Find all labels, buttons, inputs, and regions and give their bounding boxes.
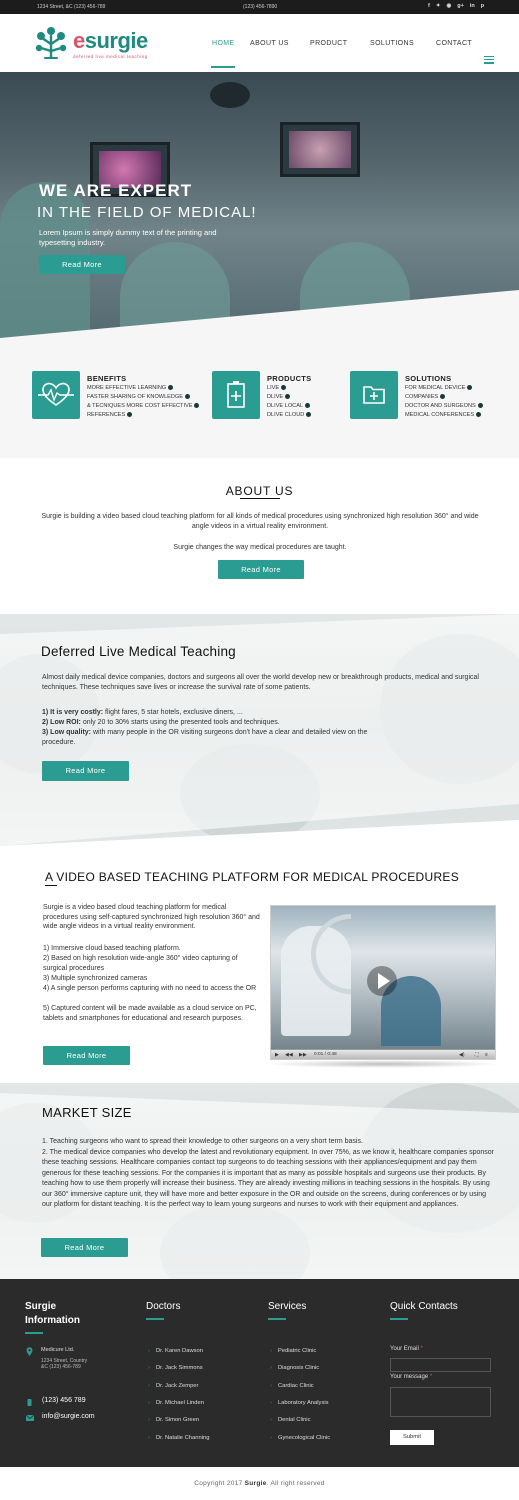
deferred-slant-divider xyxy=(0,806,519,846)
footer-title-underline xyxy=(268,1318,286,1320)
solutions-folder-plus-icon xyxy=(350,371,398,419)
deferred-title: Deferred Live Medical Teaching xyxy=(41,644,236,659)
chevron-right-icon: › xyxy=(270,1365,272,1371)
footer-service-link[interactable]: › Cardiac Clinic xyxy=(270,1383,314,1389)
social-links xyxy=(428,3,484,9)
rewind-icon[interactable]: ◀◀ xyxy=(285,1052,293,1058)
about-title: ABOUT US xyxy=(225,484,294,498)
chevron-right-icon: › xyxy=(270,1383,272,1389)
logo[interactable] xyxy=(33,24,168,64)
feature-item[interactable]: MEDICAL CONFERENCES xyxy=(405,412,481,418)
footer-service-link[interactable]: › Pediatric Clinic xyxy=(270,1348,317,1354)
deferred-point: 1) It is very costly: flight fares, 5 star hotels, exclusive diners, ... xyxy=(42,709,243,716)
fast-forward-icon[interactable]: ▶▶ xyxy=(299,1052,307,1058)
top-bar xyxy=(0,0,519,14)
footer-service-link[interactable]: › Diagnosis Clinic xyxy=(270,1365,320,1371)
video-player-shadow xyxy=(265,1060,501,1068)
footer-address-line: &C (123) 456-789 xyxy=(41,1364,81,1370)
footer-info-title: Surgie Information xyxy=(25,1301,80,1326)
feature-item[interactable]: FASTER SHARING OF KNOWLEDGE xyxy=(87,394,190,400)
footer-service-link[interactable]: › Dental Clinic xyxy=(270,1417,311,1423)
feature-item[interactable]: DLIVE LOCAL xyxy=(267,403,310,409)
mobile-phone-icon xyxy=(26,1399,33,1406)
logo-tagline: deferred live medical teaching xyxy=(73,54,148,59)
footer-doctor-link[interactable]: › Dr. Jack Simmons xyxy=(148,1365,203,1371)
platform-title-underline xyxy=(45,885,57,886)
surgical-lamp-shape xyxy=(210,82,250,108)
footer-doctor-link[interactable]: › Dr. Natalie Channing xyxy=(148,1435,210,1441)
feature-title-products: PRODUCTS xyxy=(267,374,312,383)
topbar-address: 1234 Street, &C (123) 456-789 xyxy=(37,4,106,10)
feature-item[interactable]: COMPANIES xyxy=(405,394,445,400)
feature-item[interactable]: LIVE xyxy=(267,385,286,391)
hero-read-more-button[interactable]: Read More xyxy=(39,255,125,274)
copyright: Copyright 2017 Surgie. All right reserved xyxy=(0,1467,519,1500)
video-time: 0:01 / 0:48 xyxy=(314,1052,337,1057)
footer-email[interactable]: info@surgie.com xyxy=(42,1413,95,1420)
twitter-icon[interactable]: ✦ xyxy=(435,3,441,9)
logo-word: surgie xyxy=(84,28,148,53)
copyright-brand[interactable]: Surgie xyxy=(244,1480,267,1487)
about-paragraph-2: Surgie changes the way medical procedures are taught. xyxy=(173,544,347,551)
chevron-right-icon: › xyxy=(270,1348,272,1354)
market-read-more-button[interactable]: Read More xyxy=(41,1238,128,1257)
chevron-right-icon: › xyxy=(148,1365,150,1371)
logo-tree-icon xyxy=(33,24,69,62)
linkedin-icon[interactable]: in xyxy=(469,3,475,9)
video-controls-bar xyxy=(271,1049,496,1059)
message-field-label: Your message * xyxy=(390,1374,433,1380)
feature-item[interactable]: FOR MEDICAL DEVICE xyxy=(405,385,472,391)
nav-home[interactable]: HOME xyxy=(212,40,235,47)
footer-services-title: Services xyxy=(268,1301,307,1312)
hero-title-2: IN THE FIELD OF MEDICAL! xyxy=(37,204,257,221)
video-player[interactable] xyxy=(270,905,496,1060)
footer-doctor-link[interactable]: › Dr. Jack Zemper xyxy=(148,1383,199,1389)
feature-title-benefits: BENEFITS xyxy=(87,374,127,383)
fullscreen-icon[interactable]: ⛶ xyxy=(475,1052,479,1058)
feature-item[interactable]: DLIVE CLOUD xyxy=(267,412,311,418)
platform-title: A VIDEO BASED TEACHING PLATFORM FOR MEDICAL PROCEDURES xyxy=(45,870,460,884)
chevron-right-icon: › xyxy=(148,1435,150,1441)
email-field-label: Your Email * xyxy=(390,1346,423,1352)
chevron-right-icon: › xyxy=(270,1417,272,1423)
chevron-right-icon: › xyxy=(148,1417,150,1423)
footer-doctor-link[interactable]: › Dr. Michael Linden xyxy=(148,1400,204,1406)
rss-icon[interactable]: ◉ xyxy=(446,3,452,9)
chevron-right-icon: › xyxy=(148,1348,150,1354)
footer-doctors-title: Doctors xyxy=(146,1301,181,1312)
chevron-right-icon: › xyxy=(148,1383,150,1389)
hamburger-menu-icon[interactable] xyxy=(484,56,494,66)
hero-title: WE ARE EXPERT xyxy=(39,181,193,200)
envelope-icon xyxy=(26,1415,34,1421)
platform-point: 5) Captured content will be made available as a cloud service on PC, tablets and smartphones for educational and research purposes. xyxy=(43,1005,257,1022)
platform-intro: Surgie is a video based cloud teaching platform for medical procedures using self-captured synchronized high resolution 360° and wide angle videos in a virtual reality environment. xyxy=(43,904,260,931)
platform-point: 2) Based on high resolution wide-angle 360° video capturing of surgical procedures xyxy=(43,955,238,972)
logo-e: e xyxy=(73,28,85,53)
chevron-right-icon: › xyxy=(270,1435,272,1441)
footer-service-link[interactable]: › Laboratory Analysis xyxy=(270,1400,329,1406)
play-icon[interactable] xyxy=(367,966,397,996)
nav-solutions[interactable]: SOLUTIONS xyxy=(370,40,415,47)
deferred-point: 3) Low quality: with many people in the OR visiting surgeons don't have a clear and detailed view on the procedure. xyxy=(42,729,368,746)
footer-address-line: 1234 Street, Country xyxy=(41,1358,88,1364)
benefits-heartbeat-icon xyxy=(32,371,80,419)
footer-phone[interactable]: (123) 456 789 xyxy=(42,1397,86,1404)
pinterest-icon[interactable]: p xyxy=(480,3,485,9)
location-pin-icon xyxy=(26,1347,33,1356)
footer-contacts-title: Quick Contacts xyxy=(390,1301,458,1312)
about-read-more-button[interactable]: Read More xyxy=(218,560,304,579)
topbar-phone: (123) 456-7890 xyxy=(243,4,278,10)
platform-point: 3) Multiple synchronized cameras xyxy=(43,975,148,982)
footer-company: Medicure Ltd. xyxy=(41,1347,75,1353)
nav-about-us[interactable]: ABOUT US xyxy=(250,40,289,47)
products-battery-plus-icon xyxy=(212,371,260,419)
feature-item[interactable]: DOCTOR AND SURGEONS xyxy=(405,403,483,409)
platform-point: 4) A single person performs capturing with no need to access the OR xyxy=(43,985,257,992)
logo-wordmark xyxy=(73,28,148,54)
volume-icon[interactable]: ◀) xyxy=(459,1052,465,1058)
footer-title-underline xyxy=(146,1318,164,1320)
email-field[interactable] xyxy=(390,1358,491,1372)
feature-title-solutions: SOLUTIONS xyxy=(405,374,452,383)
market-title: MARKET SIZE xyxy=(42,1105,132,1120)
chevron-right-icon: › xyxy=(270,1400,272,1406)
platform-point: 1) Immersive cloud based teaching platform. xyxy=(43,945,181,952)
monitor-shape-right xyxy=(280,122,360,177)
deferred-point: 2) Low ROI: only 20 to 30% starts using the presented tools and techniques. xyxy=(42,719,280,726)
google-plus-icon[interactable]: g+ xyxy=(457,3,464,9)
footer-doctor-link[interactable]: › Dr. Simon Green xyxy=(148,1417,200,1423)
footer-service-link[interactable]: › Gynecological Clinic xyxy=(270,1435,331,1441)
deferred-intro: Almost daily medical device companies, doctors and surgeons all over the world develop new or breakthrough products, medical and surgical techniques. These techniques save lives or increase the survival rate of some patients. xyxy=(42,674,479,691)
site-header xyxy=(0,14,519,72)
footer-title-underline xyxy=(25,1332,43,1334)
feature-item[interactable]: & TECNIQUES MORE COST EFFECTIVE xyxy=(87,403,199,409)
chevron-right-icon: › xyxy=(148,1400,150,1406)
footer-title-underline xyxy=(390,1318,408,1320)
hero-slant-divider xyxy=(0,290,519,338)
about-paragraph: Surgie is building a video based cloud teaching platform for all kinds of medical procedures using synchronized high resolution 360° and wide angle videos in a virtual reality environment. xyxy=(41,513,479,530)
hero-subtitle: Lorem Ipsum is simply dummy text of the printing and typesetting industry. xyxy=(39,228,217,247)
nav-contact[interactable]: CONTACT xyxy=(436,40,473,47)
settings-icon[interactable]: ≡ xyxy=(485,1052,488,1058)
about-title-underline xyxy=(240,498,280,499)
submit-button[interactable]: Submit xyxy=(390,1430,434,1445)
play-control-icon[interactable]: ▶ xyxy=(275,1052,279,1058)
message-field[interactable] xyxy=(390,1387,491,1417)
deferred-read-more-button[interactable]: Read More xyxy=(42,761,129,781)
facebook-icon[interactable]: f xyxy=(428,3,430,9)
feature-item[interactable]: MORE EFFECTIVE LEARNING xyxy=(87,385,173,391)
nav-product[interactable]: PRODUCT xyxy=(310,40,348,47)
platform-read-more-button[interactable]: Read More xyxy=(43,1046,130,1065)
nav-active-underline xyxy=(211,66,235,68)
feature-item[interactable]: DLIVE xyxy=(267,394,290,400)
footer-doctor-link[interactable]: › Dr. Karen Dawson xyxy=(148,1348,203,1354)
market-paragraph: 1. Teaching surgeons who want to spread their knowledge to other surgeons on a very short term basis. 2. The medical device companies who develop the latest and revolutionary equipment. In over 75%, as we know it, healthcare companies sponsor these teaching sessions. Healthcare companies contact top surgeons to do teaching sessions with their appliances/equipment and pay them generous for these teaching sessions. For the companies it is important that as many as possible hospitals and surgeons use their products. By teaching how to use them properly will increase their business. They are already investing millions in teaching sessions in the hospitals. By using our 360° immersive capture unit, they will have more and better exposure in the OR and outside on the screens, during conferences or by using our platform for distant teaching. It is the perfect way to learn young surgeons and nurses to work with their equipment and appliances. xyxy=(42,1138,495,1208)
feature-item[interactable]: REFERENCES xyxy=(87,412,132,418)
